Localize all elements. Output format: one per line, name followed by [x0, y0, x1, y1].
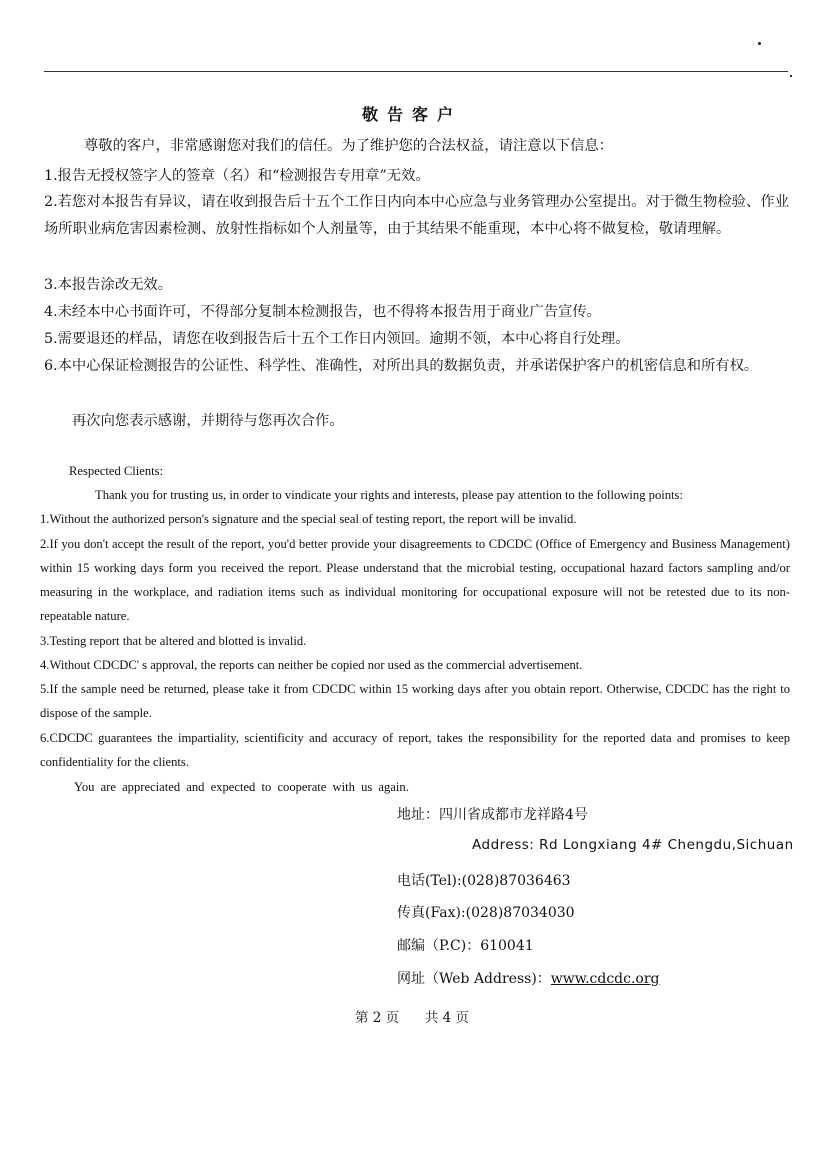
notice-intro: 尊敬的客户，非常感谢您对我们的信任。为了维护您的合法权益，请注意以下信息： — [84, 138, 613, 154]
english-item-6: 6.CDCDC guarantees the impartiality, scientificity and accuracy of report, takes the responsibility for the reported data and promises to keep confidentiality for the clients. — [40, 731, 790, 769]
postcode: 邮编（P.C)：610041 — [397, 938, 534, 954]
scan-speck — [758, 42, 761, 45]
english-item-3: 3.Testing report that be altered and blotted is invalid. — [40, 634, 307, 648]
notice-item-2: 2.若您对本报告有异议，请在收到报告后十五个工作日内向本中心应急与业务管理办公室提出。对于微生物检验、作业场所职业病危害因素检测、放射性指标如个人剂量等，由于其结果不能重现，本中心将不做复检，敬请理解。 — [44, 194, 789, 237]
notice-item-6: 6.本中心保证检测报告的公证性、科学性、准确性，对所出具的数据负责，并承诺保护客户的机密信息和所有权。 — [44, 358, 759, 374]
notice-item-4: 4.未经本中心书面许可，不得部分复制本检测报告，也不得将本报告用于商业广告宣传。 — [44, 304, 601, 320]
english-item-1: 1.Without the authorized person's signature and the special seal of testing report, the report will be invalid. — [40, 512, 577, 526]
scan-speck — [790, 75, 792, 77]
notice-closing: 再次向您表示感谢，并期待与您再次合作。 — [72, 413, 344, 429]
header-rule — [44, 71, 788, 72]
page-number: 第 2 页 共 4 页 — [354, 1010, 470, 1026]
notice-item-3: 3.本报告涂改无效。 — [44, 277, 173, 293]
address-english: Address: Rd Longxiang 4# Chengdu,Sichuan — [472, 837, 794, 853]
english-intro: Thank you for trusting us, in order to vindicate your rights and interests, please pay attention to the following points: — [95, 488, 683, 502]
english-item-5: 5.If the sample need be returned, please take it from CDCDC within 15 working days after you obtain report. Otherwise, CDCDC has the right to dispose of the sample. — [40, 682, 790, 720]
english-closing: You are appreciated and expected to cooperate with us again. — [74, 780, 409, 794]
web-address-link[interactable]: www.cdcdc.org — [550, 971, 660, 987]
english-item-2: 2.If you don't accept the result of the report, you'd better provide your disagreements to CDCDC (Office of Emergency and Business Management) within 15 working days form you received the report. Please understand that the microbial testing, occupational hazard factors sampling and/or measuring in the workplace, and radiation items such as individual monitoring for occupational exposure will not be retested due to its non-repeatable nature. — [40, 537, 790, 623]
web-address-label: 网址（Web Address)： — [397, 971, 551, 987]
telephone: 电话(Tel):(028)87036463 — [397, 873, 571, 889]
notice-item-1: 1.报告无授权签字人的签章（名）和“检测报告专用章”无效。 — [44, 168, 430, 184]
notice-item-5: 5.需要退还的样品，请您在收到报告后十五个工作日内领回。逾期不领，本中心将自行处理。 — [44, 331, 630, 347]
notice-title: 敬告客户 — [361, 105, 462, 124]
english-item-4: 4.Without CDCDC' s approval, the reports can neither be copied nor used as the commercial advertisement. — [40, 658, 583, 672]
web-address — [397, 968, 660, 988]
fax: 传真(Fax):(028)87034030 — [397, 905, 575, 921]
address-chinese: 地址：四川省成都市龙祥路4号 — [397, 807, 588, 823]
english-salutation: Respected Clients: — [69, 464, 164, 478]
